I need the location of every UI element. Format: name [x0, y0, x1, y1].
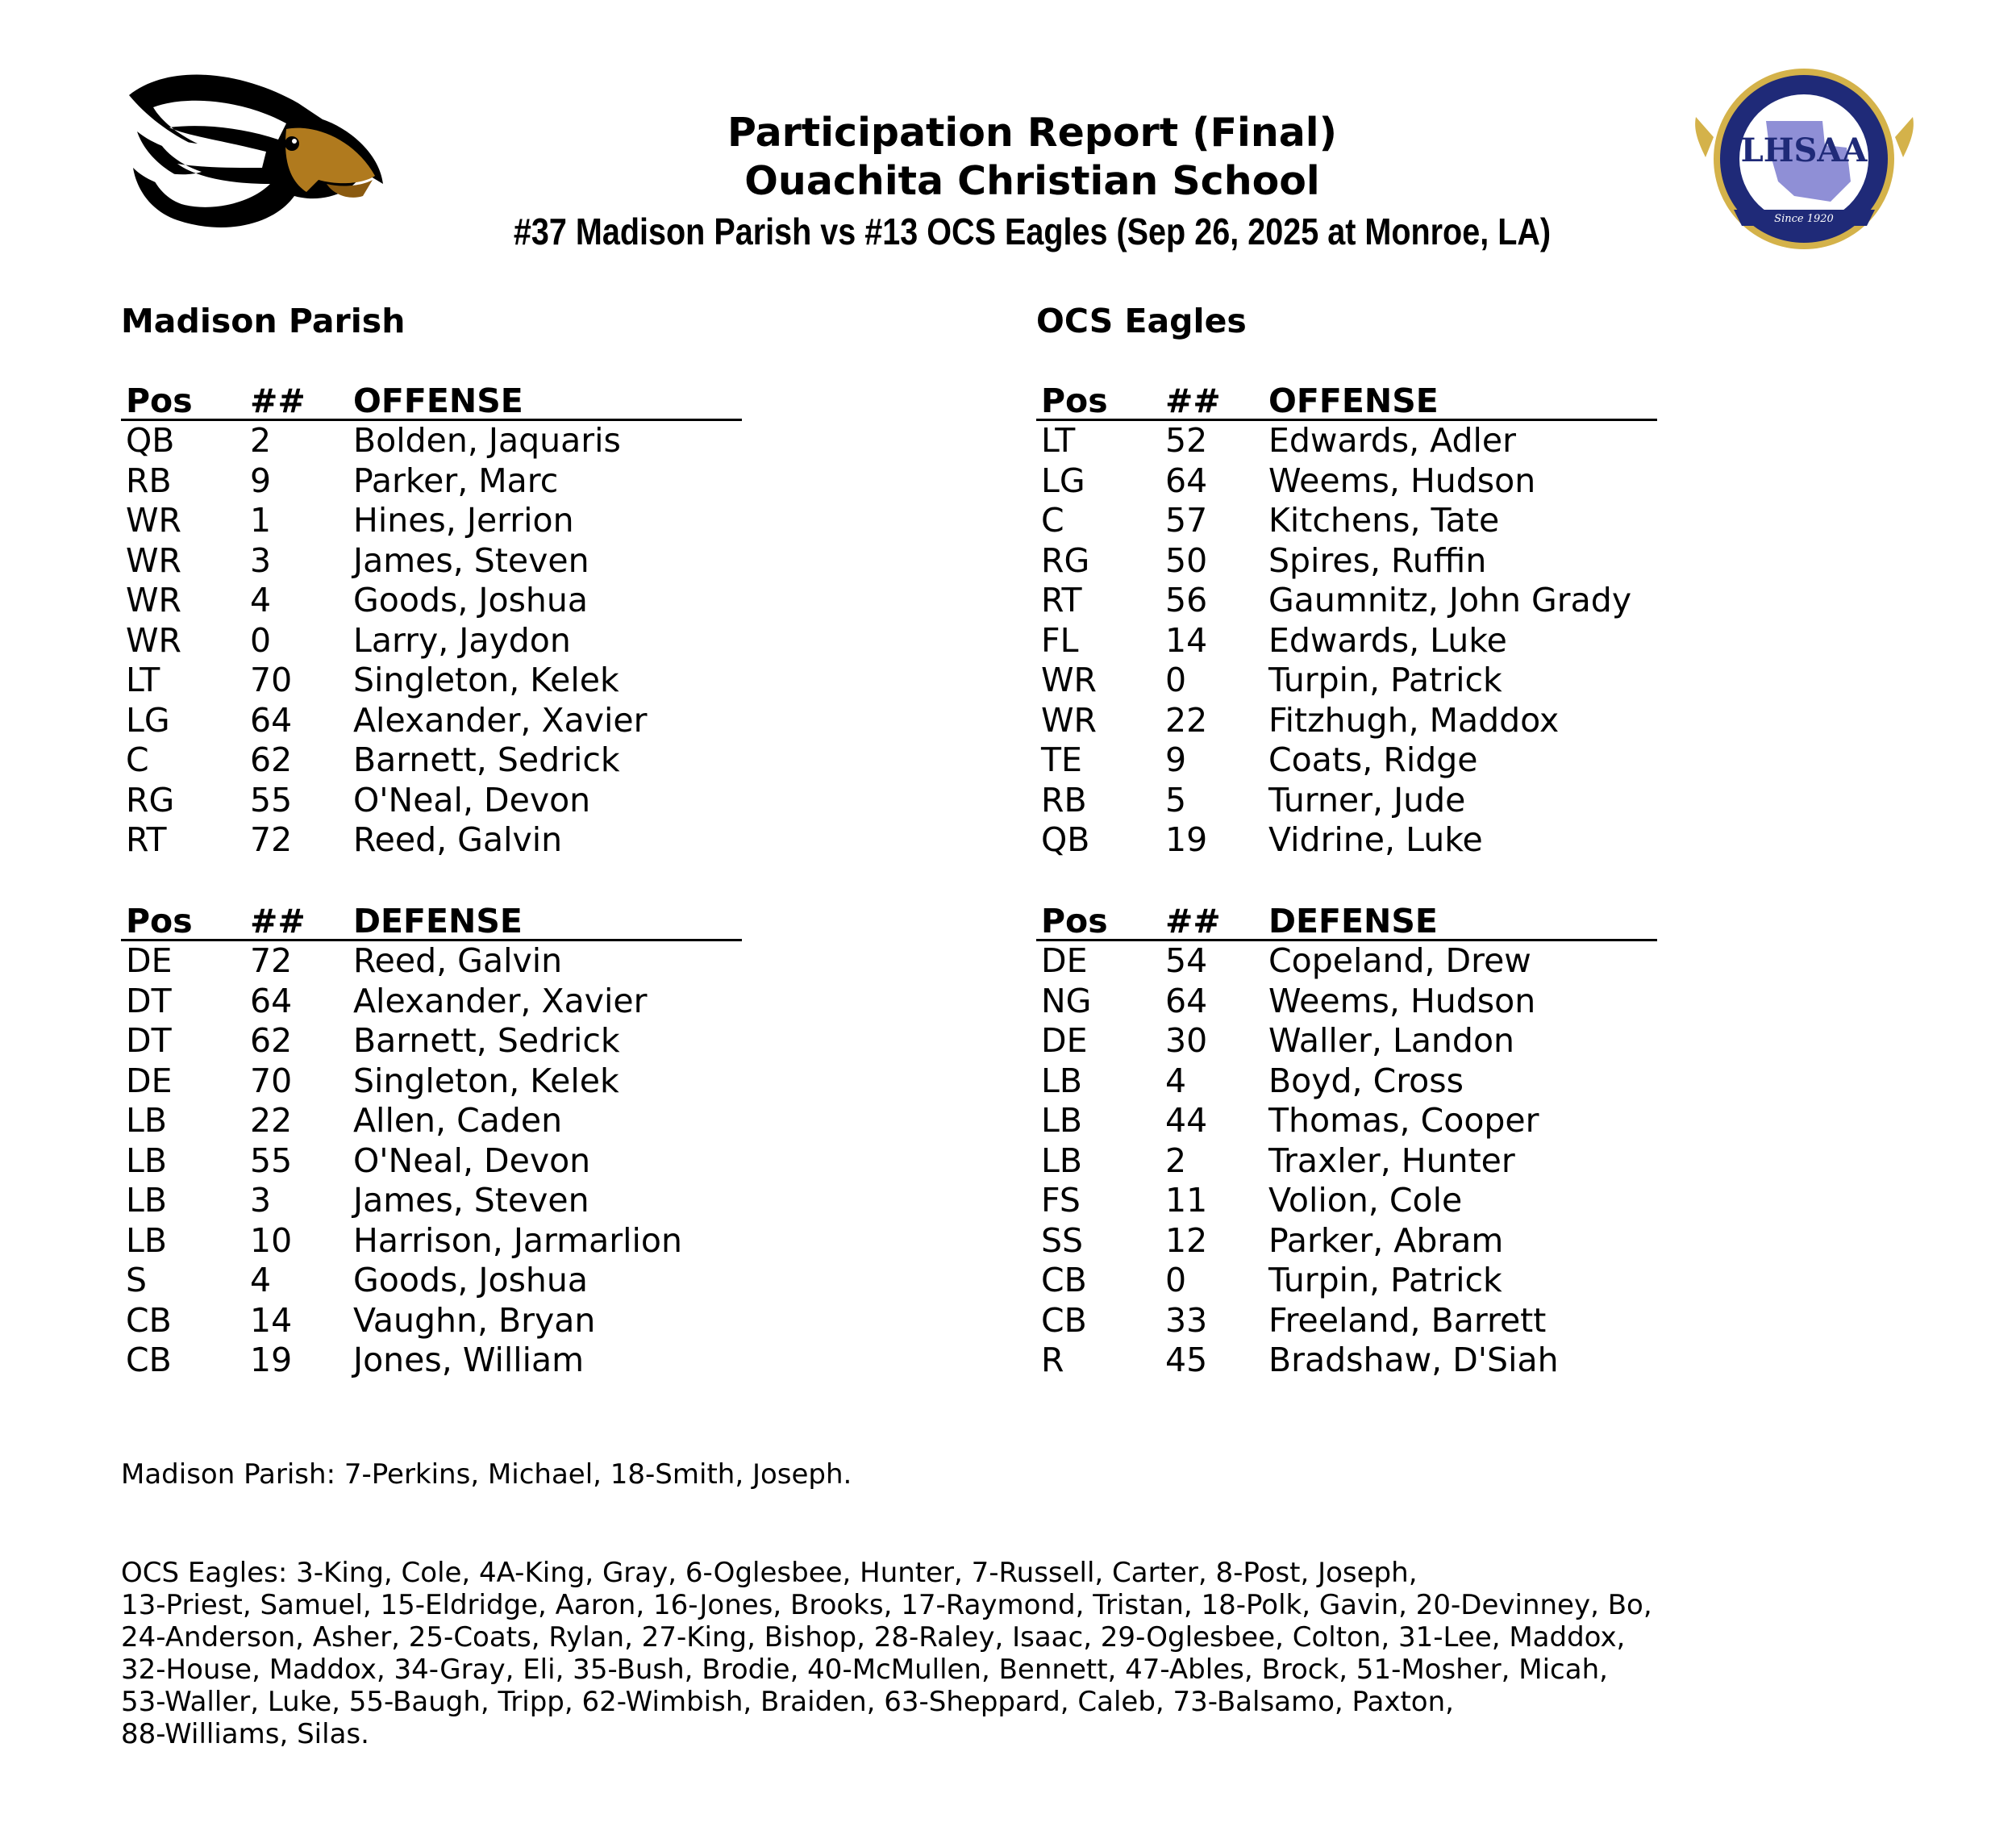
- cell-pos: DE: [1041, 941, 1088, 980]
- cell-player: Goods, Joshua: [353, 581, 589, 619]
- column-header-player: DEFENSE: [348, 903, 742, 940]
- cell-number: 2: [250, 421, 272, 460]
- column-header-pos: Pos: [1036, 383, 1160, 420]
- ocs-reserves-line: OCS Eagles: 3-King, Cole, 4A-King, Gray, 6-Oglesbee, Hunter, 7-Russell, Carter, 8-Post, Joseph,: [121, 1557, 1418, 1589]
- table-row: [1036, 1101, 1657, 1141]
- school-name: Ouachita Christian School: [744, 158, 1320, 204]
- cell-player: James, Steven: [353, 540, 589, 580]
- column-header-pos: Pos: [121, 903, 245, 940]
- table-row: [121, 1341, 742, 1381]
- cell-pos: R: [1041, 1341, 1064, 1379]
- table-row: [1036, 982, 1657, 1022]
- cell-player: Vidrine, Luke: [1268, 820, 1483, 859]
- cell-number: 3: [250, 1181, 272, 1220]
- table-row: [121, 661, 742, 701]
- column-header-number: ##: [245, 903, 348, 940]
- table-row: [1036, 1221, 1657, 1262]
- cell-number: 62: [250, 1021, 293, 1060]
- cell-player: O'Neal, Devon: [353, 1141, 591, 1180]
- cell-player: Weems, Hudson: [1268, 981, 1536, 1020]
- table-row: [121, 461, 742, 502]
- madison-offense-table: [121, 383, 742, 861]
- cell-player: Alexander, Xavier: [353, 700, 648, 740]
- cell-pos: DT: [126, 981, 172, 1020]
- cell-number: 54: [1165, 941, 1208, 980]
- cell-pos: LT: [1041, 421, 1076, 460]
- table-header-row: [1036, 903, 1657, 940]
- cell-pos: NG: [1041, 981, 1092, 1020]
- cell-pos: C: [1041, 501, 1064, 540]
- cell-pos: LG: [126, 700, 170, 740]
- cell-number: 33: [1165, 1300, 1208, 1340]
- cell-number: 45: [1165, 1341, 1208, 1379]
- table-row: [1036, 461, 1657, 502]
- cell-pos: WR: [1041, 700, 1098, 740]
- cell-player: Coats, Ridge: [1268, 740, 1478, 779]
- cell-number: 72: [250, 820, 293, 859]
- cell-number: 19: [250, 1341, 293, 1379]
- cell-player: Gaumnitz, John Grady: [1268, 581, 1632, 619]
- cell-player: Reed, Galvin: [353, 820, 563, 859]
- cell-number: 9: [250, 461, 272, 500]
- cell-number: 12: [1165, 1220, 1208, 1260]
- cell-player: Edwards, Luke: [1268, 620, 1507, 660]
- ocs-reserves-line: 13-Priest, Samuel, 15-Eldridge, Aaron, 16-Jones, Brooks, 17-Raymond, Tristan, 18-Polk, Gavin, 20-Devinney, Bo,: [121, 1589, 1652, 1621]
- cell-number: 64: [250, 700, 293, 740]
- cell-pos: DE: [126, 941, 173, 980]
- cell-pos: LB: [1041, 1061, 1082, 1100]
- cell-pos: RB: [1041, 780, 1087, 819]
- cell-pos: LB: [126, 1101, 167, 1140]
- cell-player: Traxler, Hunter: [1268, 1141, 1515, 1180]
- table-row: [1036, 1141, 1657, 1182]
- ocs-defense-table: [1036, 903, 1657, 1381]
- madison-defense-table: [121, 903, 742, 1381]
- cell-pos: LB: [1041, 1141, 1082, 1180]
- table-row: [1036, 1181, 1657, 1221]
- table-row: [121, 1101, 742, 1141]
- cell-pos: C: [126, 740, 149, 779]
- team-name-ocs: OCS Eagles: [1036, 302, 1247, 340]
- column-header-player: OFFENSE: [1264, 383, 1657, 420]
- table-row: [121, 581, 742, 621]
- cell-player: Allen, Caden: [353, 1101, 563, 1140]
- cell-player: Vaughn, Bryan: [353, 1300, 596, 1340]
- cell-pos: CB: [1041, 1261, 1087, 1299]
- table-row: [121, 1301, 742, 1341]
- cell-pos: LB: [126, 1181, 167, 1220]
- cell-pos: RT: [126, 820, 167, 859]
- cell-player: Goods, Joshua: [353, 1261, 589, 1299]
- cell-number: 64: [1165, 981, 1208, 1020]
- cell-pos: S: [126, 1261, 148, 1299]
- cell-player: Kitchens, Tate: [1268, 501, 1500, 540]
- cell-number: 30: [1165, 1021, 1208, 1060]
- cell-number: 1: [250, 501, 272, 540]
- cell-number: 4: [1165, 1061, 1187, 1100]
- table-row: [121, 420, 742, 461]
- cell-player: Singleton, Kelek: [353, 1061, 619, 1100]
- column-header-number: ##: [245, 383, 348, 420]
- table-row: [121, 501, 742, 541]
- cell-number: 2: [1165, 1141, 1187, 1180]
- cell-pos: FS: [1041, 1181, 1081, 1220]
- ocs-offense-table: [1036, 383, 1657, 861]
- table-row: [121, 982, 742, 1022]
- cell-player: Volion, Cole: [1268, 1181, 1463, 1220]
- cell-player: Thomas, Cooper: [1268, 1101, 1539, 1140]
- table-header-row: [121, 383, 742, 420]
- cell-player: Turpin, Patrick: [1268, 661, 1502, 699]
- table-row: [121, 1221, 742, 1262]
- cell-pos: WR: [126, 620, 182, 660]
- cell-number: 0: [250, 620, 272, 660]
- table-row: [1036, 820, 1657, 861]
- cell-player: Alexander, Xavier: [353, 981, 648, 1020]
- cell-number: 62: [250, 740, 293, 779]
- ocs-reserves-line: 24-Anderson, Asher, 25-Coats, Rylan, 27-King, Bishop, 28-Raley, Isaac, 29-Oglesbee, Colton, 31-Lee, Maddox,: [121, 1621, 1626, 1654]
- table-row: [1036, 1261, 1657, 1301]
- table-row: [1036, 661, 1657, 701]
- column-header-number: ##: [1160, 903, 1264, 940]
- cell-pos: QB: [126, 421, 175, 460]
- cell-player: Jones, William: [353, 1341, 585, 1379]
- table-row: [1036, 940, 1657, 982]
- table-row: [121, 1141, 742, 1182]
- cell-player: Bradshaw, D'Siah: [1268, 1341, 1559, 1379]
- table-row: [121, 1061, 742, 1102]
- cell-number: 50: [1165, 540, 1208, 580]
- cell-pos: DE: [126, 1061, 173, 1100]
- cell-pos: DE: [1041, 1021, 1088, 1060]
- table-row: [121, 701, 742, 741]
- cell-player: Boyd, Cross: [1268, 1061, 1464, 1100]
- cell-player: Turpin, Patrick: [1268, 1261, 1502, 1299]
- cell-number: 14: [1165, 620, 1208, 660]
- table-row: [121, 1181, 742, 1221]
- cell-player: Larry, Jaydon: [353, 620, 571, 660]
- cell-player: Weems, Hudson: [1268, 461, 1536, 500]
- cell-player: Freeland, Barrett: [1268, 1300, 1547, 1340]
- column-header-player: OFFENSE: [348, 383, 742, 420]
- cell-pos: SS: [1041, 1220, 1084, 1260]
- cell-player: Parker, Marc: [353, 461, 559, 500]
- cell-player: Waller, Landon: [1268, 1021, 1515, 1060]
- table-row: [1036, 581, 1657, 621]
- table-row: [1036, 621, 1657, 661]
- table-header-row: [1036, 383, 1657, 420]
- cell-number: 19: [1165, 820, 1208, 859]
- table-row: [1036, 1061, 1657, 1102]
- report-title: Participation Report (Final): [727, 110, 1337, 156]
- cell-number: 0: [1165, 661, 1187, 699]
- cell-pos: WR: [126, 540, 182, 580]
- cell-number: 64: [250, 981, 293, 1020]
- cell-number: 52: [1165, 421, 1208, 460]
- ocs-reserves-line: 88-Williams, Silas.: [121, 1718, 369, 1750]
- team-name-madison: Madison Parish: [121, 302, 406, 340]
- table-row: [121, 820, 742, 861]
- table-row: [1036, 1301, 1657, 1341]
- ocs-reserves-line: 53-Waller, Luke, 55-Baugh, Tripp, 62-Wimbish, Braiden, 63-Sheppard, Caleb, 73-Balsamo, Paxton,: [121, 1686, 1454, 1718]
- table-row: [121, 740, 742, 781]
- table-row: [1036, 781, 1657, 821]
- table-row: [1036, 420, 1657, 461]
- column-header-pos: Pos: [121, 383, 245, 420]
- cell-number: 72: [250, 941, 293, 980]
- cell-number: 22: [250, 1101, 293, 1140]
- cell-player: Harrison, Jarmarlion: [353, 1220, 682, 1260]
- cell-number: 44: [1165, 1101, 1208, 1140]
- cell-pos: WR: [126, 501, 182, 540]
- cell-pos: RT: [1041, 581, 1082, 619]
- table-row: [1036, 1341, 1657, 1381]
- cell-pos: WR: [1041, 661, 1098, 699]
- cell-number: 22: [1165, 700, 1208, 740]
- cell-pos: WR: [126, 581, 182, 619]
- table-header-row: [121, 903, 742, 940]
- cell-pos: TE: [1041, 740, 1082, 779]
- cell-pos: CB: [126, 1300, 172, 1340]
- column-header-pos: Pos: [1036, 903, 1160, 940]
- cell-pos: RG: [1041, 540, 1090, 580]
- cell-number: 56: [1165, 581, 1208, 619]
- lhsaa-since-text: Since 1920: [1774, 213, 1834, 225]
- cell-number: 4: [250, 1261, 272, 1299]
- cell-pos: LG: [1041, 461, 1085, 500]
- madison-reserves-note: Madison Parish: 7-Perkins, Michael, 18-Smith, Joseph.: [121, 1458, 852, 1491]
- cell-number: 70: [250, 1061, 293, 1100]
- cell-player: Fitzhugh, Maddox: [1268, 700, 1560, 740]
- cell-pos: CB: [126, 1341, 172, 1379]
- cell-number: 9: [1165, 740, 1187, 779]
- cell-player: O'Neal, Devon: [353, 780, 591, 819]
- cell-pos: RB: [126, 461, 172, 500]
- cell-number: 70: [250, 661, 293, 699]
- table-row: [1036, 541, 1657, 582]
- cell-pos: RG: [126, 780, 175, 819]
- cell-pos: LT: [126, 661, 160, 699]
- cell-number: 57: [1165, 501, 1208, 540]
- cell-pos: LB: [126, 1220, 167, 1260]
- cell-pos: QB: [1041, 820, 1090, 859]
- cell-player: Edwards, Adler: [1268, 421, 1516, 460]
- cell-player: Singleton, Kelek: [353, 661, 619, 699]
- cell-number: 5: [1165, 780, 1187, 819]
- table-row: [1036, 501, 1657, 541]
- cell-number: 10: [250, 1220, 293, 1260]
- cell-number: 4: [250, 581, 272, 619]
- ocs-reserves-note: [121, 1557, 1935, 1750]
- cell-pos: FL: [1041, 620, 1079, 660]
- table-row: [1036, 1021, 1657, 1061]
- cell-player: Barnett, Sedrick: [353, 740, 620, 779]
- cell-player: Hines, Jerrion: [353, 501, 574, 540]
- table-row: [121, 1261, 742, 1301]
- cell-pos: LB: [126, 1141, 167, 1180]
- table-row: [1036, 701, 1657, 741]
- ocs-reserves-line: 32-House, Maddox, 34-Gray, Eli, 35-Bush, Brodie, 40-McMullen, Bennett, 47-Ables, Brock, 51-Mosher, Micah,: [121, 1654, 1608, 1686]
- table-row: [121, 1021, 742, 1061]
- cell-player: Barnett, Sedrick: [353, 1021, 620, 1060]
- cell-number: 55: [250, 780, 293, 819]
- lhsaa-text: LHSAA: [1740, 131, 1868, 169]
- cell-number: 11: [1165, 1181, 1208, 1220]
- cell-number: 14: [250, 1300, 293, 1340]
- cell-player: Spires, Ruffin: [1268, 540, 1487, 580]
- table-row: [121, 541, 742, 582]
- cell-number: 64: [1165, 461, 1208, 500]
- cell-pos: CB: [1041, 1300, 1087, 1340]
- matchup-line: #37 Madison Parish vs #13 OCS Eagles (Sep 26, 2025 at Monroe, LA): [513, 211, 1552, 252]
- cell-number: 0: [1165, 1261, 1187, 1299]
- cell-number: 55: [250, 1141, 293, 1180]
- cell-player: James, Steven: [353, 1181, 589, 1220]
- report-header: [0, 109, 2016, 257]
- table-row: [121, 621, 742, 661]
- column-header-number: ##: [1160, 383, 1264, 420]
- cell-player: Copeland, Drew: [1268, 941, 1531, 980]
- cell-player: Parker, Abram: [1268, 1220, 1504, 1260]
- cell-pos: DT: [126, 1021, 172, 1060]
- table-row: [121, 781, 742, 821]
- cell-number: 3: [250, 540, 272, 580]
- table-row: [1036, 740, 1657, 781]
- cell-player: Bolden, Jaquaris: [353, 421, 621, 460]
- table-row: [121, 940, 742, 982]
- column-header-player: DEFENSE: [1264, 903, 1657, 940]
- cell-pos: LB: [1041, 1101, 1082, 1140]
- cell-player: Reed, Galvin: [353, 941, 563, 980]
- cell-player: Turner, Jude: [1268, 780, 1466, 819]
